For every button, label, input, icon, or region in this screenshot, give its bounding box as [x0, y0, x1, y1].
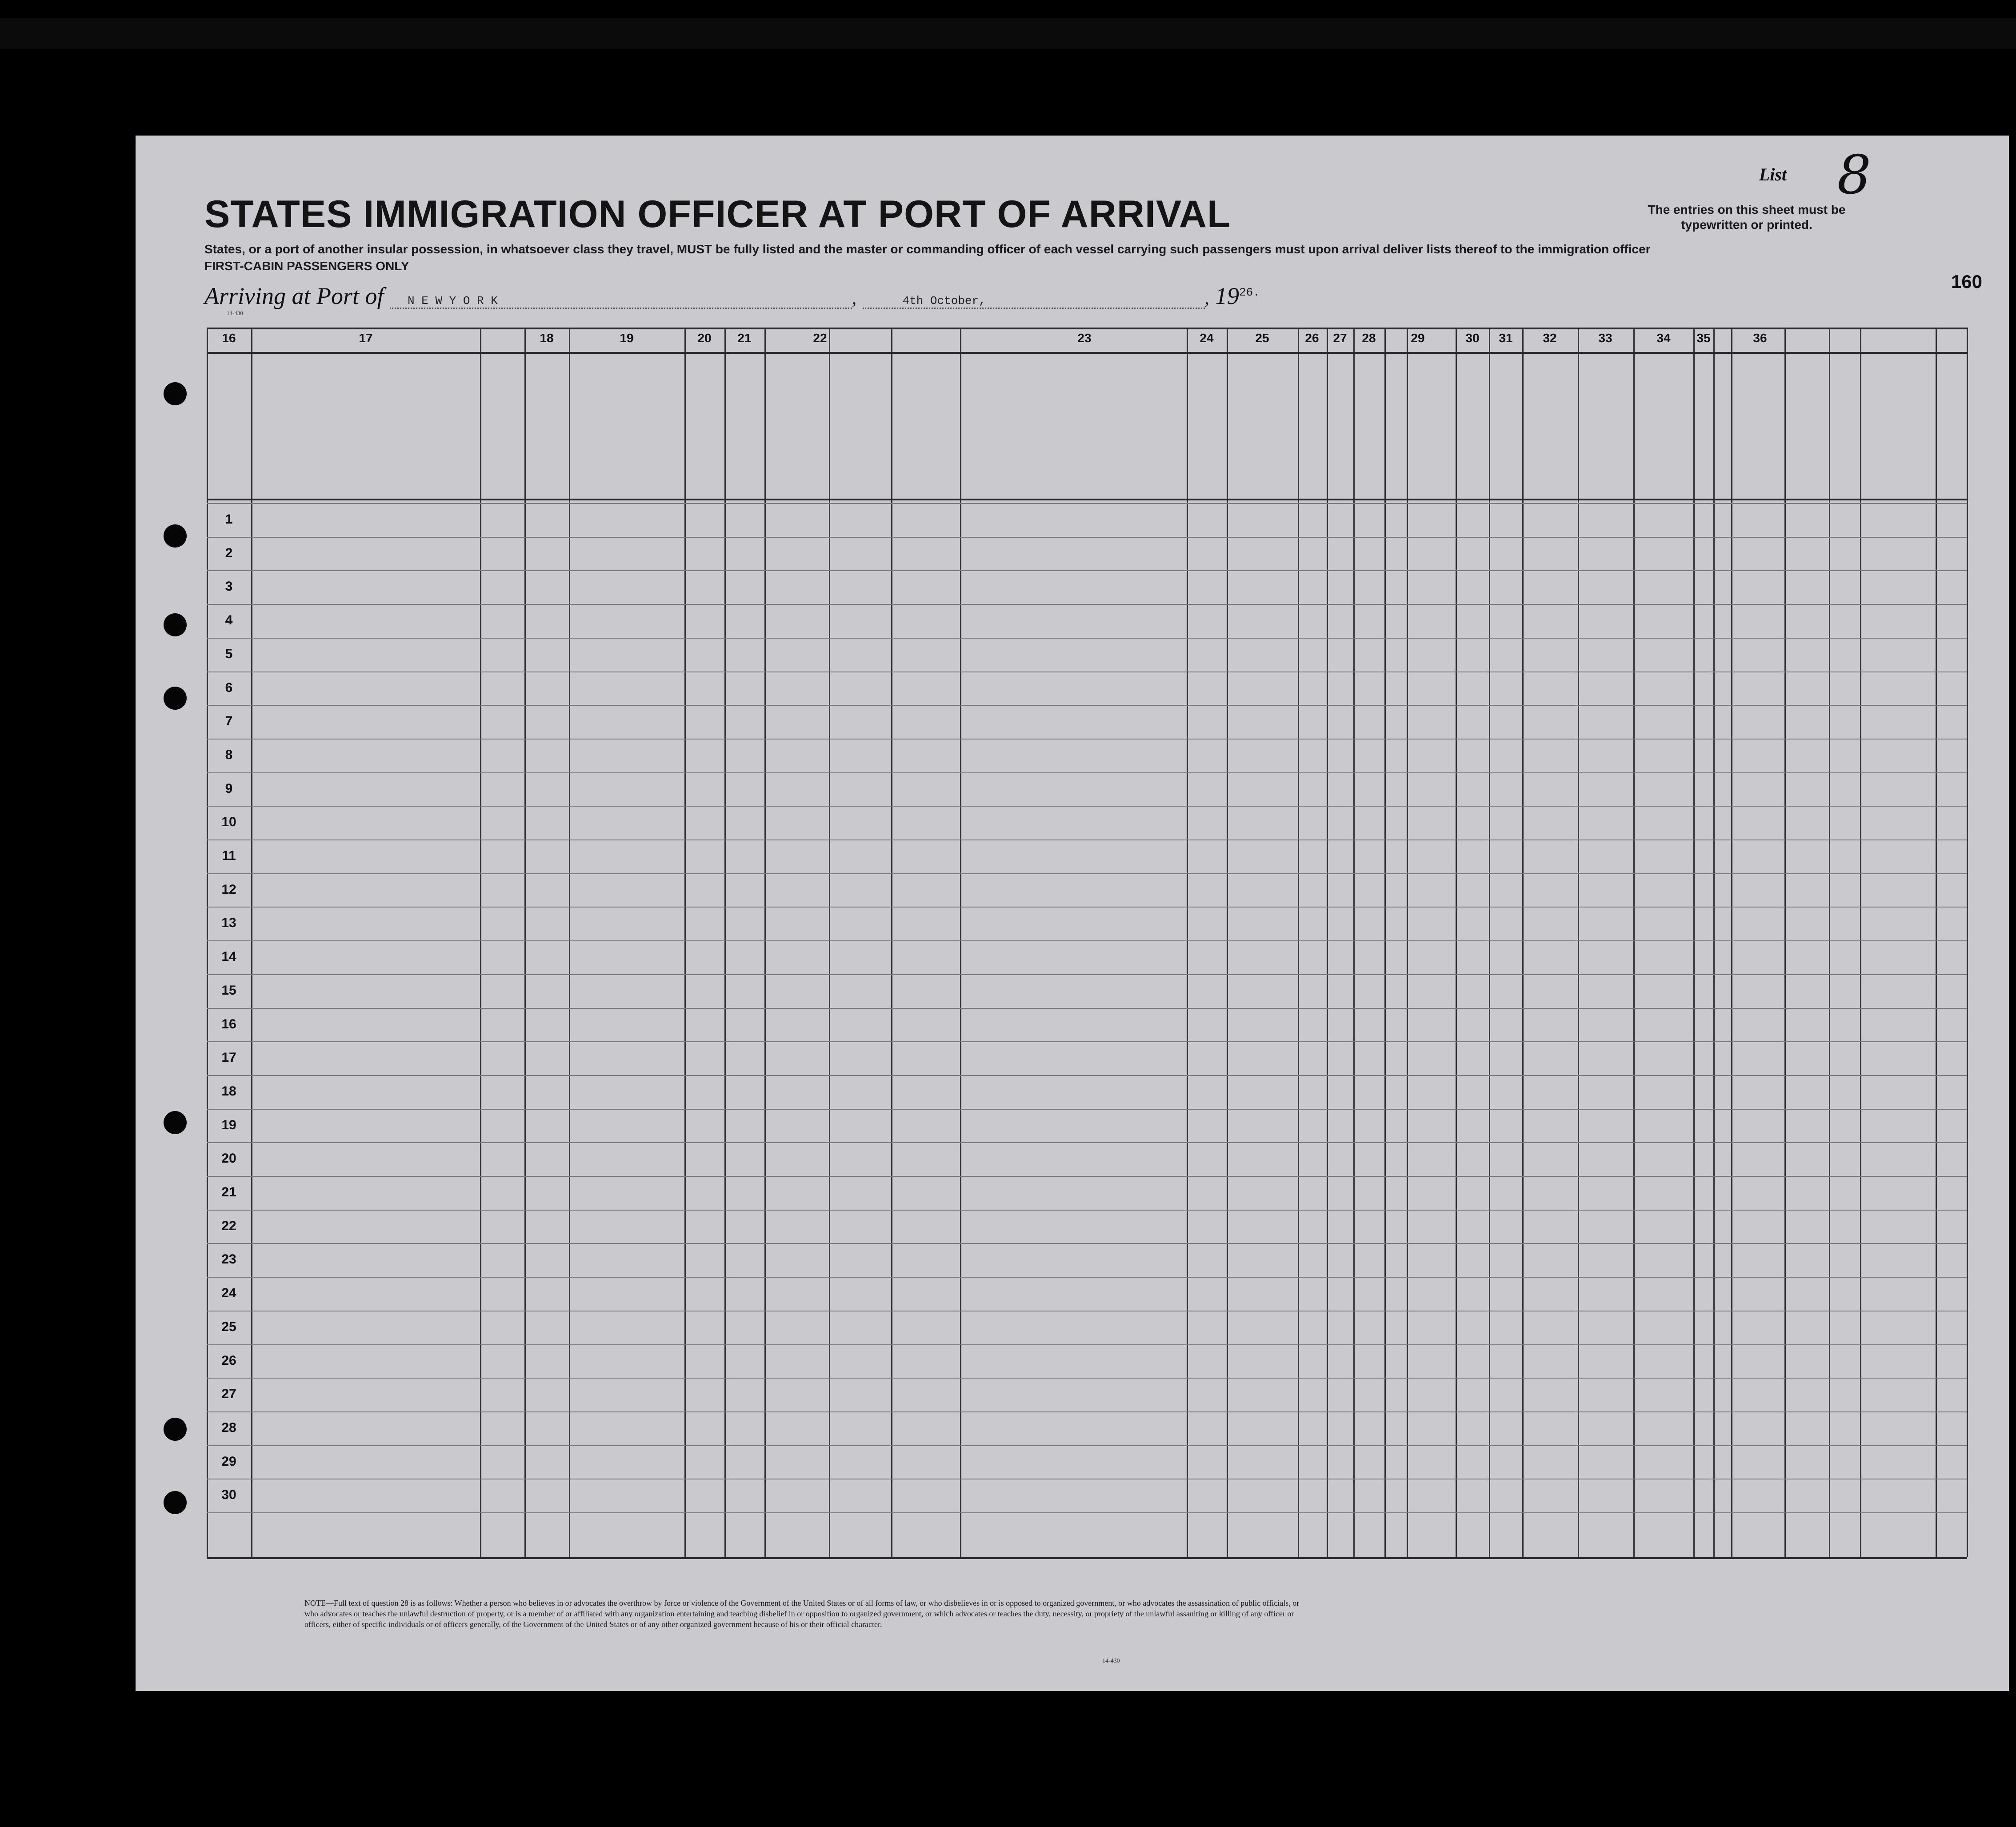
footnote: NOTE—Full text of question 28 is as follows: Whether a person who believes in or advocates the overthrow by force or violence of the Government of the United States or of all forms of law, or who disbelieves in or is opposed to organized government, or who advocates the assassination of public officials, or who advocates or teaches the unlawful destruction of property, or is a member of or affiliated with any organization entertaining and teaching disbelief in or opposition to organized government, or which advocates or teaches the duty, necessity, or propriety of the unlawful assaulting or killing of any officer or officers, either of specific individuals or of officers generally, of the Government of the United States or of any other organized government because of his or their official character.	[304, 1599, 1300, 1629]
punch-hole	[164, 524, 187, 548]
column-rule	[1522, 328, 1524, 1557]
year-prefix: 19	[1215, 283, 1239, 309]
year-suffix: 26.	[1239, 286, 1260, 299]
manifest-sheet	[136, 136, 2009, 1691]
column-rule	[724, 328, 726, 1557]
punch-hole	[164, 687, 187, 710]
row-rule	[207, 907, 1967, 908]
row-rule	[207, 1075, 1967, 1076]
row-number: 3	[225, 579, 233, 594]
row-number: 13	[221, 915, 236, 931]
row-rule	[207, 1210, 1967, 1211]
row-rule	[207, 1176, 1967, 1177]
row-number: 29	[221, 1454, 236, 1469]
arriving-line: Arriving at Port of N E W Y O R K , 4th October, , $19^{26.}$	[204, 283, 1260, 309]
column-number: 28	[1362, 331, 1376, 345]
page-number: 160	[1951, 271, 1982, 292]
row-number: 8	[225, 747, 233, 762]
row-number: 1	[225, 512, 233, 527]
column-number: 22	[813, 331, 827, 345]
manifest-table	[207, 328, 1967, 1557]
row-number: 5	[225, 646, 233, 661]
column-rule	[1693, 328, 1695, 1557]
class-line: FIRST-CABIN PASSENGERS ONLY	[204, 259, 409, 273]
row-number: 17	[221, 1050, 236, 1065]
row-number: 14	[221, 949, 236, 964]
column-rule	[1860, 328, 1861, 1557]
column-number: 36	[1753, 331, 1767, 345]
column-rule	[569, 328, 570, 1557]
list-value: 8	[1837, 144, 1871, 206]
row-number: 21	[221, 1185, 236, 1199]
column-rule	[1489, 328, 1490, 1557]
column-rule	[960, 328, 961, 1557]
row-number: 25	[221, 1319, 236, 1334]
row-rule	[207, 570, 1967, 571]
column-rule	[1936, 328, 1937, 1557]
punch-hole	[164, 613, 187, 636]
row-rule	[207, 806, 1967, 807]
row-number: 11	[222, 848, 236, 863]
column-number: 18	[540, 331, 554, 345]
punch-hole	[164, 1111, 187, 1134]
row-rule	[207, 940, 1967, 941]
row-rule	[207, 1109, 1967, 1110]
row-number: 12	[221, 882, 236, 897]
header-rule-top	[207, 328, 1967, 329]
page-title: STATES IMMIGRATION OFFICER AT PORT OF ARRIVAL	[204, 193, 1231, 236]
date-field: 4th October,	[863, 294, 1205, 309]
port-field: N E W Y O R K	[390, 294, 852, 309]
column-number: 20	[697, 331, 712, 345]
subtitle: States, or a port of another insular possession, in whatsoever class they travel, MUST be fully listed and the master or commanding officer of each vessel carrying such passengers must upon arrival deliver lists thereof to the immigration officer	[204, 242, 1651, 256]
column-number: 23	[1077, 331, 1092, 345]
row-rule	[207, 974, 1967, 975]
column-rule	[829, 328, 830, 1557]
row-rule	[207, 1512, 1967, 1513]
column-number: 34	[1656, 331, 1671, 345]
form-code-bottom: 14-430	[1102, 1658, 1120, 1664]
row-rule	[207, 638, 1967, 639]
row-rule	[207, 1277, 1967, 1278]
column-number: 32	[1543, 331, 1557, 345]
column-rule	[480, 328, 481, 1557]
column-number: 16	[222, 331, 236, 345]
row-number: 30	[221, 1487, 236, 1503]
column-number: 35	[1696, 331, 1711, 345]
row-number: 7	[225, 714, 233, 729]
row-number: 22	[221, 1218, 236, 1233]
column-rule	[1784, 328, 1786, 1557]
table-rule-bottom	[207, 1557, 1967, 1559]
row-number: 27	[221, 1387, 236, 1402]
row-number: 28	[221, 1420, 236, 1435]
column-number: 19	[620, 331, 634, 345]
row-rule	[207, 1344, 1967, 1345]
column-rule	[1456, 328, 1457, 1557]
column-rule	[1327, 328, 1328, 1557]
row-rule	[207, 772, 1967, 773]
column-rule	[524, 328, 526, 1557]
typewriter-notice: The entries on this sheet must be typewritten or printed.	[1648, 203, 1846, 232]
list-label: List	[1759, 164, 1787, 184]
row-number: 20	[221, 1151, 236, 1166]
row-rule	[207, 503, 1967, 504]
row-rule	[207, 1243, 1967, 1244]
column-rule	[251, 328, 252, 1557]
row-rule	[207, 1411, 1967, 1412]
scan-border	[0, 18, 2016, 49]
column-rule	[1187, 328, 1188, 1557]
column-rule	[1633, 328, 1635, 1557]
column-rule	[1227, 328, 1228, 1557]
row-number: 15	[221, 983, 236, 998]
row-rule	[207, 1008, 1967, 1009]
row-number: 24	[221, 1286, 236, 1301]
column-number: 29	[1411, 331, 1425, 345]
header-rule-bottom	[207, 499, 1967, 500]
punch-hole	[164, 1418, 187, 1441]
row-rule	[207, 705, 1967, 706]
column-rule	[1407, 328, 1408, 1557]
column-rule	[1578, 328, 1579, 1557]
row-rule	[207, 1041, 1967, 1042]
column-rule	[1731, 328, 1732, 1557]
punch-hole	[164, 382, 187, 405]
column-number: 17	[359, 331, 373, 345]
row-number: 26	[221, 1353, 236, 1368]
column-rule	[764, 328, 766, 1557]
arriving-label: Arriving at Port of	[204, 283, 384, 309]
column-rule	[1713, 328, 1715, 1557]
column-number: 31	[1499, 331, 1513, 345]
row-number: 9	[225, 781, 233, 796]
column-rule	[1967, 328, 1968, 1557]
row-rule	[207, 1142, 1967, 1143]
row-rule	[207, 1445, 1967, 1446]
row-number: 4	[225, 613, 233, 628]
row-rule	[207, 873, 1967, 874]
header-rule-nums	[207, 352, 1967, 354]
row-number: 19	[221, 1117, 236, 1132]
row-rule	[207, 537, 1967, 538]
column-number: 26	[1305, 331, 1319, 345]
row-rule	[207, 739, 1967, 740]
column-rule	[1384, 328, 1386, 1557]
row-number: 2	[225, 545, 233, 560]
column-number: 25	[1255, 331, 1269, 345]
row-number: 6	[225, 680, 233, 695]
column-number: 24	[1200, 331, 1214, 345]
column-number: 33	[1598, 331, 1612, 345]
row-rule	[207, 604, 1967, 605]
column-rule	[684, 328, 686, 1557]
column-rule	[1829, 328, 1830, 1557]
row-number: 16	[221, 1016, 236, 1031]
form-code-top: 14-430	[227, 310, 243, 316]
row-number: 23	[221, 1252, 236, 1267]
row-number: 18	[221, 1083, 236, 1099]
column-rule	[1353, 328, 1355, 1557]
column-number: 21	[737, 331, 752, 345]
punch-hole	[164, 1491, 187, 1514]
row-number: 10	[221, 815, 236, 830]
column-rule	[1298, 328, 1299, 1557]
column-rule	[891, 328, 892, 1557]
column-number: 30	[1465, 331, 1480, 345]
row-rule	[207, 1378, 1967, 1379]
column-number: 27	[1333, 331, 1347, 345]
